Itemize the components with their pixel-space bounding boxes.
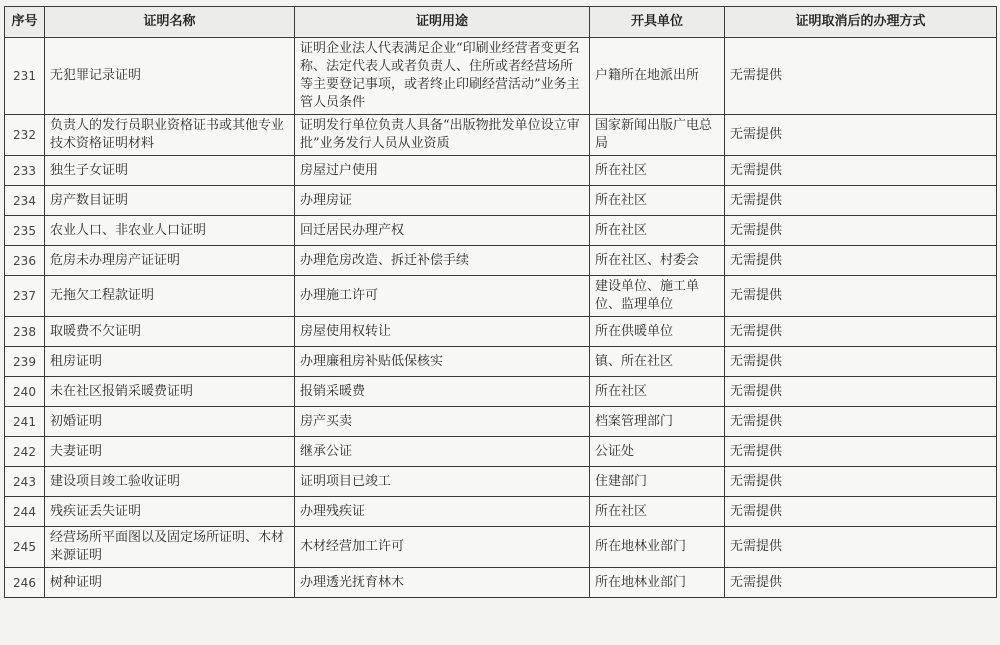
row-purpose: 办理廉租房补贴低保核实	[295, 347, 590, 377]
row-purpose: 证明发行单位负责人具备“出版物批发单位设立审批”业务发行人员从业资质	[295, 115, 590, 156]
row-name: 农业人口、非农业人口证明	[45, 216, 295, 246]
row-issuer: 所在地林业部门	[590, 527, 725, 568]
row-method: 无需提供	[725, 407, 997, 437]
row-method: 无需提供	[725, 246, 997, 276]
row-purpose: 房屋使用权转让	[295, 317, 590, 347]
row-num: 238	[5, 317, 45, 347]
row-issuer: 公证处	[590, 437, 725, 467]
table-row	[5, 527, 997, 568]
row-issuer: 所在社区	[590, 377, 725, 407]
row-method: 无需提供	[725, 276, 997, 317]
row-issuer: 档案管理部门	[590, 407, 725, 437]
row-name: 建设项目竣工验收证明	[45, 467, 295, 497]
row-name: 无拖欠工程款证明	[45, 276, 295, 317]
row-name: 取暖费不欠证明	[45, 317, 295, 347]
row-issuer: 户籍所在地派出所	[590, 38, 725, 115]
row-method: 无需提供	[725, 317, 997, 347]
row-method: 无需提供	[725, 216, 997, 246]
table-row	[5, 407, 997, 437]
row-method: 无需提供	[725, 115, 997, 156]
row-purpose: 房屋过户使用	[295, 156, 590, 186]
row-purpose: 办理危房改造、拆迁补偿手续	[295, 246, 590, 276]
header-method: 证明取消后的办理方式	[725, 7, 997, 38]
row-issuer: 所在地林业部门	[590, 568, 725, 598]
row-issuer: 镇、所在社区	[590, 347, 725, 377]
row-method: 无需提供	[725, 437, 997, 467]
row-num: 242	[5, 437, 45, 467]
row-purpose: 办理房证	[295, 186, 590, 216]
row-method: 无需提供	[725, 527, 997, 568]
row-method: 无需提供	[725, 467, 997, 497]
header-issuer: 开具单位	[590, 7, 725, 38]
table-row	[5, 276, 997, 317]
row-num: 243	[5, 467, 45, 497]
table-row	[5, 377, 997, 407]
row-num: 240	[5, 377, 45, 407]
row-issuer: 所在社区	[590, 497, 725, 527]
row-name: 经营场所平面图以及固定场所证明、木材来源证明	[45, 527, 295, 568]
row-num: 237	[5, 276, 45, 317]
row-name: 初婚证明	[45, 407, 295, 437]
row-purpose: 房产买卖	[295, 407, 590, 437]
row-method: 无需提供	[725, 347, 997, 377]
table-header-row	[5, 7, 997, 38]
row-method: 无需提供	[725, 186, 997, 216]
row-method: 无需提供	[725, 497, 997, 527]
row-issuer: 所在社区	[590, 156, 725, 186]
row-num: 245	[5, 527, 45, 568]
row-num: 246	[5, 568, 45, 598]
row-num: 235	[5, 216, 45, 246]
row-name: 房产数目证明	[45, 186, 295, 216]
row-num: 234	[5, 186, 45, 216]
row-num: 231	[5, 38, 45, 115]
table-row	[5, 38, 997, 115]
row-purpose: 木材经营加工许可	[295, 527, 590, 568]
header-name: 证明名称	[45, 7, 295, 38]
header-num: 序号	[5, 7, 45, 38]
row-num: 233	[5, 156, 45, 186]
row-num: 241	[5, 407, 45, 437]
row-purpose: 继承公证	[295, 437, 590, 467]
row-name: 无犯罪记录证明	[45, 38, 295, 115]
row-num: 236	[5, 246, 45, 276]
row-name: 租房证明	[45, 347, 295, 377]
certificate-table	[4, 6, 997, 598]
row-purpose: 办理施工许可	[295, 276, 590, 317]
row-num: 244	[5, 497, 45, 527]
row-name: 独生子女证明	[45, 156, 295, 186]
row-name: 危房未办理房产证证明	[45, 246, 295, 276]
row-issuer: 建设单位、施工单位、监理单位	[590, 276, 725, 317]
row-method: 无需提供	[725, 156, 997, 186]
row-purpose: 证明企业法人代表满足企业“印刷业经营者变更名称、法定代表人或者负责人、住所或者经营场所等主要登记事项，或者终止印刷经营活动”业务主管人员条件	[295, 38, 590, 115]
row-purpose: 办理残疾证	[295, 497, 590, 527]
table-row	[5, 186, 997, 216]
row-issuer: 住建部门	[590, 467, 725, 497]
table-row	[5, 437, 997, 467]
row-name: 负责人的发行员职业资格证书或其他专业技术资格证明材料	[45, 115, 295, 156]
row-purpose: 办理透光抚育林木	[295, 568, 590, 598]
table-row	[5, 216, 997, 246]
table-row	[5, 568, 997, 598]
row-issuer: 所在供暖单位	[590, 317, 725, 347]
row-num: 232	[5, 115, 45, 156]
row-purpose: 回迁居民办理产权	[295, 216, 590, 246]
row-purpose: 证明项目已竣工	[295, 467, 590, 497]
table-row	[5, 156, 997, 186]
table-row	[5, 497, 997, 527]
row-method: 无需提供	[725, 377, 997, 407]
header-purpose: 证明用途	[295, 7, 590, 38]
table-row	[5, 347, 997, 377]
row-name: 树种证明	[45, 568, 295, 598]
table-row	[5, 115, 997, 156]
row-issuer: 国家新闻出版广电总局	[590, 115, 725, 156]
row-method: 无需提供	[725, 568, 997, 598]
row-issuer: 所在社区	[590, 186, 725, 216]
table-row	[5, 467, 997, 497]
row-name: 夫妻证明	[45, 437, 295, 467]
table-row	[5, 246, 997, 276]
row-name: 未在社区报销采暖费证明	[45, 377, 295, 407]
table-row	[5, 317, 997, 347]
row-method: 无需提供	[725, 38, 997, 115]
row-issuer: 所在社区	[590, 216, 725, 246]
row-name: 残疾证丢失证明	[45, 497, 295, 527]
row-purpose: 报销采暖费	[295, 377, 590, 407]
row-issuer: 所在社区、村委会	[590, 246, 725, 276]
row-num: 239	[5, 347, 45, 377]
